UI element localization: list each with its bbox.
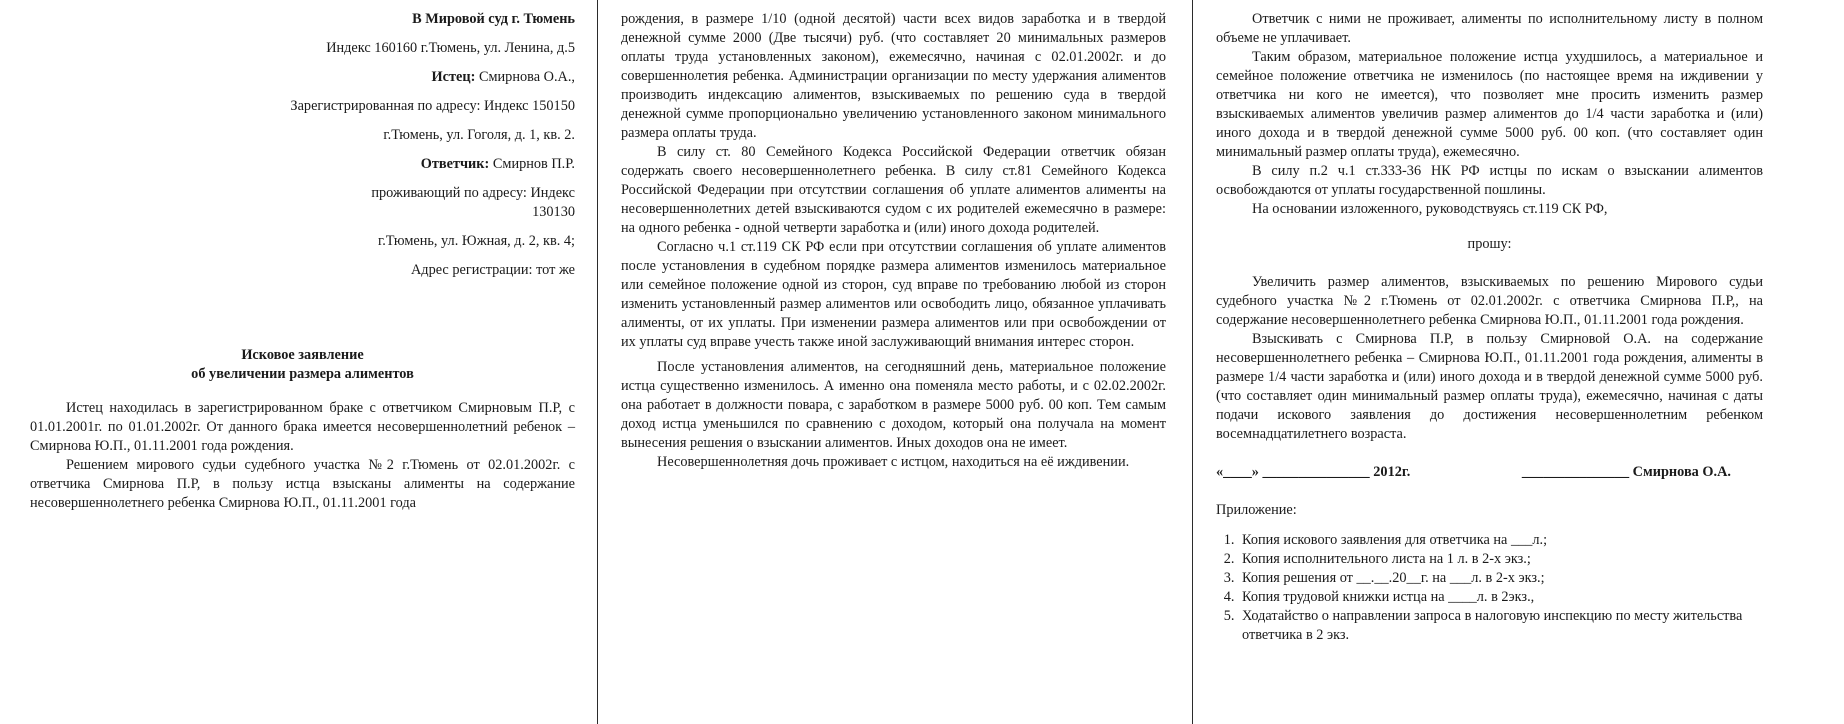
addressee-text: Индекс 160160 г.Тюмень, ул. Ленина, д.5 bbox=[326, 40, 575, 56]
document-subtitle: об увеличении размера алиментов bbox=[191, 366, 414, 382]
paragraph: После установления алиментов, на сегодняшний день, материальное положение истца существенно изменилось. А именно она поменяла место работы, и с 02.02.2002г. она работает в должности повара, с заработком в размере 5000 руб. 00 коп. Тем самым доход истца уменьшился по сравнению с доходом, который она получала на момент вынесения решения о взыскании алиментов. Иных доходов она не имеет. bbox=[621, 359, 1166, 451]
addressee-line bbox=[30, 39, 575, 58]
paragraph: Ответчик с ними не проживает, алименты по исполнительному листу в полном объеме не уплачивает. bbox=[1216, 11, 1763, 46]
column-1 bbox=[30, 10, 575, 513]
paragraph: Увеличить размер алиментов, взыскиваемых по решению Мирового судьи судебного участка №2 г.Тюмень от 02.01.2002г. с ответчика Смирнова П.Р,, на содержание несовершеннолетнего ребенка Смирнова Ю.П., 01.11.2001 года рождения. bbox=[1216, 274, 1763, 328]
list-item: 5. Ходатайство о направлении запроса в налоговую инспекцию по месту жительства ответчика в 2 экз. bbox=[1238, 607, 1763, 645]
addressee-line bbox=[325, 184, 575, 222]
addressee-text: Зарегистрированная по адресу: Индекс 150150 bbox=[290, 98, 575, 114]
addressee-text: проживающий по адресу: Индекс 130130 bbox=[371, 185, 575, 220]
paragraph: Несовершеннолетняя дочь проживает с истцом, находиться на её иждивении. bbox=[657, 454, 1130, 470]
appendix-label: Приложение: bbox=[1216, 502, 1297, 518]
addressee-line bbox=[30, 97, 575, 116]
addressee-text: Смирнова О.А., bbox=[475, 69, 575, 85]
addressee-line bbox=[30, 232, 575, 251]
signature-name: _______________ Смирнова О.А. bbox=[1521, 464, 1731, 480]
addressee-text: г.Тюмень, ул. Гоголя, д. 1, кв. 2. bbox=[383, 127, 575, 143]
column-divider-right bbox=[1192, 0, 1193, 724]
addressee-line bbox=[30, 68, 575, 87]
addressee-line bbox=[30, 261, 575, 280]
addressee-text: Адрес регистрации: тот же bbox=[410, 262, 575, 278]
list-item: 2. Копия исполнительного листа на 1 л. в 2-х экз.; bbox=[1238, 550, 1763, 569]
addressee-block bbox=[30, 10, 575, 280]
paragraph: В силу ст. 80 Семейного Кодекса Российской Федерации ответчик обязан содержать своего несовершеннолетнего ребенка. В силу ст.81 Семейного Кодекса Российской Федерации при отсутствии соглашения об уплате алиментов алименты на несовершеннолетних детей взыскиваются судом с их родителей ежемесячно в размере: на одного ребенка - одной четверти заработка и (или) иного дохода родителей. bbox=[621, 144, 1166, 236]
addressee-label: Ответчик: bbox=[420, 156, 490, 172]
column-2 bbox=[621, 10, 1166, 472]
addressee-text: Смирнов П.Р. bbox=[489, 156, 575, 172]
addressee-label: Истец: bbox=[431, 69, 476, 85]
paragraph: Согласно ч.1 ст.119 СК РФ если при отсутствии соглашения об уплате алиментов после установления в судебном порядке размера алиментов изменилось материальное или семейное положение одной из сторон, суд вправе по требованию любой из сторон изменить установленный размер алиментов или освободить лицо, обязанное уплачивать алименты, от их уплаты. При изменении размера алиментов или при освобождении от их уплаты суд вправе учесть также иной заслуживающий внимания интерес сторон. bbox=[621, 239, 1166, 350]
signature-date: «____» _______________ 2012г. bbox=[1216, 464, 1411, 480]
addressee-line bbox=[30, 126, 575, 145]
paragraph: Таким образом, материальное положение истца ухудшилось, а материальное и семейное положение ответчика не изменилось (по настоящее время на иждивении у ответчика ни кого не имеется), что позволяет мне просить изменить размер взыскиваемых алиментов увеличив размер алиментов до 1/4 части заработка и (или) иного дохода и в твердой денежной сумме 5000 руб. 00 коп. (что составляет один минимальный размер оплаты труда), ежемесячно. bbox=[1216, 49, 1763, 160]
paragraph: Решением мирового судьи судебного участка №2 г.Тюмень от 02.01.2002г. с ответчика Смирнова П.Р, в пользу истца взысканы алименты на содержание несовершеннолетнего ребенка Смирнова Ю.П., 01.11.2001 года bbox=[30, 457, 575, 511]
list-item: 1. Копия искового заявления для ответчика на ___л.; bbox=[1238, 531, 1763, 550]
addressee-text: г.Тюмень, ул. Южная, д. 2, кв. 4; bbox=[377, 233, 575, 249]
paragraph: Взыскивать с Смирнова П.Р, в пользу Смирновой О.А. на содержание несовершеннолетнего ребенка – Смирнова Ю.П., 01.11.2001 года рождения, алименты в размере 1/4 части заработка и (или) иного дохода и в твердой денежной сумме 5000 руб.(что составляет один минимальный размер оплаты труда), ежемесячно, начиная с даты подачи искового заявления до достижения несовершеннолетним ребенком восемнадцатилетнего возраста. bbox=[1216, 331, 1763, 442]
request-heading: прошу: bbox=[1467, 236, 1512, 252]
column-divider-left bbox=[597, 0, 598, 724]
column-3 bbox=[1216, 10, 1763, 645]
addressee-line bbox=[30, 155, 575, 174]
paragraph: Истец находилась в зарегистрированном браке с ответчиком Смирновым П.Р, с 01.01.2001г. по 01.01.2002г. От данного брака имеется несовершеннолетний ребенок – Смирнова Ю.П., 01.11.2001 года рождения. bbox=[30, 400, 575, 454]
list-item: 3. Копия решения от __.__.20__г. на ___л. в 2-х экз.; bbox=[1238, 569, 1763, 588]
paragraph: В силу п.2 ч.1 ст.333-36 НК РФ истцы по искам о взыскании алиментов освобождаются от уплаты государственной пошлины. bbox=[1216, 163, 1763, 198]
appendix-list bbox=[1216, 531, 1763, 645]
paragraph: рождения, в размере 1/10 (одной десятой) части всех видов заработка и в твердой денежной сумме 2000 (Две тысячи) руб. (что составляет 20 минимальных размеров оплаты труда установленных законом), ежемесячно, начиная с 02.01.2002г. и до совершеннолетия ребенка. Администрации организации по месту удержания алиментов производить индексацию алиментов, взыскиваемых по решению суда в твердой денежной сумме пропорционально увеличению установленного законом минимального размера оплаты труда. bbox=[621, 11, 1166, 141]
addressee-label: В Мировой суд г. Тюмень bbox=[412, 11, 575, 27]
signature-line bbox=[1216, 463, 1763, 482]
addressee-line bbox=[30, 10, 575, 29]
document-title: Исковое заявление bbox=[241, 347, 364, 363]
paragraph: На основании изложенного, руководствуясь ст.119 СК РФ, bbox=[1252, 201, 1608, 217]
list-item: 4. Копия трудовой книжки истца на ____л. в 2экз., bbox=[1238, 588, 1763, 607]
